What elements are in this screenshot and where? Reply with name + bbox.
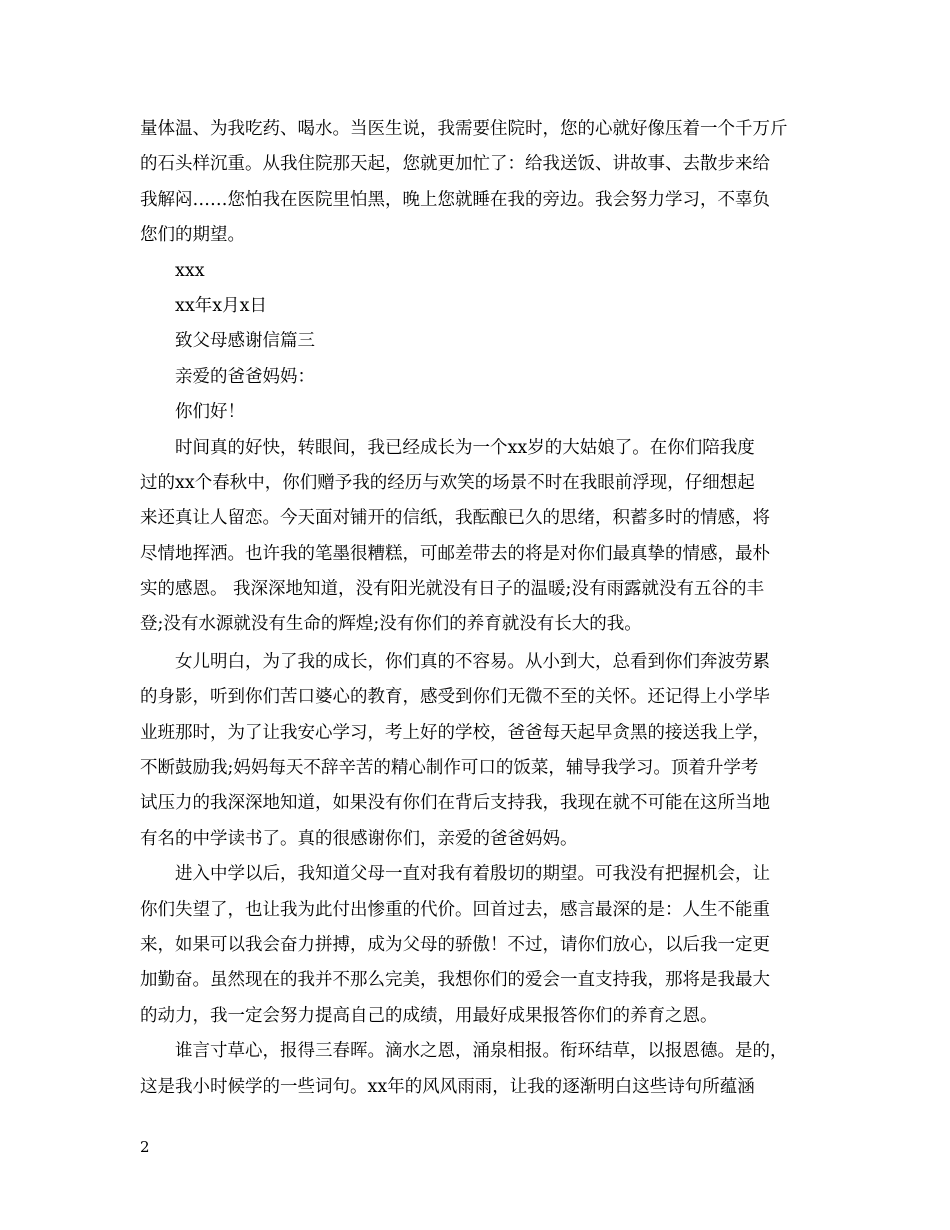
text-line: 的身影，听到你们苦口婆心的教育，感受到你们无微不至的关怀。还记得上小学毕 [140, 687, 770, 708]
text-line: 来还真让人留恋。今天面对铺开的信纸，我酝酿已久的思绪，积蓄多时的情感，将 [140, 508, 770, 529]
text-line: 实的感恩。 我深深地知道，没有阳光就没有日子的温暖;没有雨露就没有五谷的丰 [140, 579, 764, 600]
text-line: 这是我小时候学的一些词句。xx年的风风雨雨，让我的逐渐明白这些诗句所蕴涵 [140, 1076, 755, 1097]
text-line: 业班那时，为了让我安心学习，考上好的学校，爸爸每天起早贪黑的接送我上学， [140, 722, 770, 743]
text-line: 加勤奋。虽然现在的我并不那么完美，我想你们的爱会一直支持我，那将是我最大 [140, 970, 770, 991]
signature-name: xxx [175, 260, 205, 281]
text-line: 我解闷……您怕我在医院里怕黑，晚上您就睡在我的旁边。我会努力学习，不辜负 [140, 189, 770, 210]
text-line: 的动力，我一定会努力提高自己的成绩，用最好成果报答你们的养育之恩。 [140, 1005, 718, 1026]
text-line: 来，如果可以我会奋力拼搏，成为父母的骄傲！不过，请你们放心，以后我一定更 [140, 934, 770, 955]
text-line: 有名的中学读书了。真的很感谢你们，亲爱的爸爸妈妈。 [140, 828, 578, 849]
text-line: 谁言寸草心，报得三春晖。滴水之恩，涌泉相报。衔环结草，以报恩德。是的， [175, 1041, 788, 1062]
text-line: 的石头样沉重。从我住院那天起，您就更加忙了：给我送饭、讲故事、去散步来给 [140, 154, 770, 175]
signature-date: xx年x月x日 [175, 295, 267, 316]
document-body [140, 112, 830, 1105]
text-line: 您们的期望。 [140, 225, 245, 246]
text-line: 量体温、为我吃药、喝水。当医生说，我需要住院时，您的心就好像压着一个千万斤 [140, 119, 788, 139]
text-line: 女儿明白，为了我的成长，你们真的不容易。从小到大，总看到你们奔波劳累 [175, 651, 770, 672]
salutation: 亲爱的爸爸妈妈： [175, 366, 315, 387]
text-line: 进入中学以后，我知道父母一直对我有着殷切的期望。可我没有把握机会，让 [175, 864, 770, 885]
text-line: 你们失望了，也让我为此付出惨重的代价。回首过去，感言最深的是：人生不能重 [140, 899, 770, 920]
text-line: 试压力的我深深地知道，如果没有你们在背后支持我，我现在就不可能在这所当地 [140, 793, 770, 814]
text-line: 不断鼓励我;妈妈每天不辞辛苦的精心制作可口的饭菜，辅导我学习。顶着升学考 [140, 758, 759, 779]
text-line: 过的xx个春秋中，你们赠予我的经历与欢笑的场景不时在我眼前浮现，仔细想起 [140, 472, 755, 493]
text-line: 尽情地挥洒。也许我的笔墨很糟糕，可邮差带去的将是对你们最真挚的情感，最朴 [140, 543, 770, 564]
greeting: 你们好！ [175, 402, 245, 423]
page-number: 2 [140, 1138, 150, 1156]
text-line: 登;没有水源就没有生命的辉煌;没有你们的养育就没有长大的我。 [140, 614, 642, 635]
section-title: 致父母感谢信篇三 [175, 331, 315, 352]
text-line: 时间真的好快，转眼间，我已经成长为一个xx岁的大姑娘了。在你们陪我度 [175, 437, 755, 458]
